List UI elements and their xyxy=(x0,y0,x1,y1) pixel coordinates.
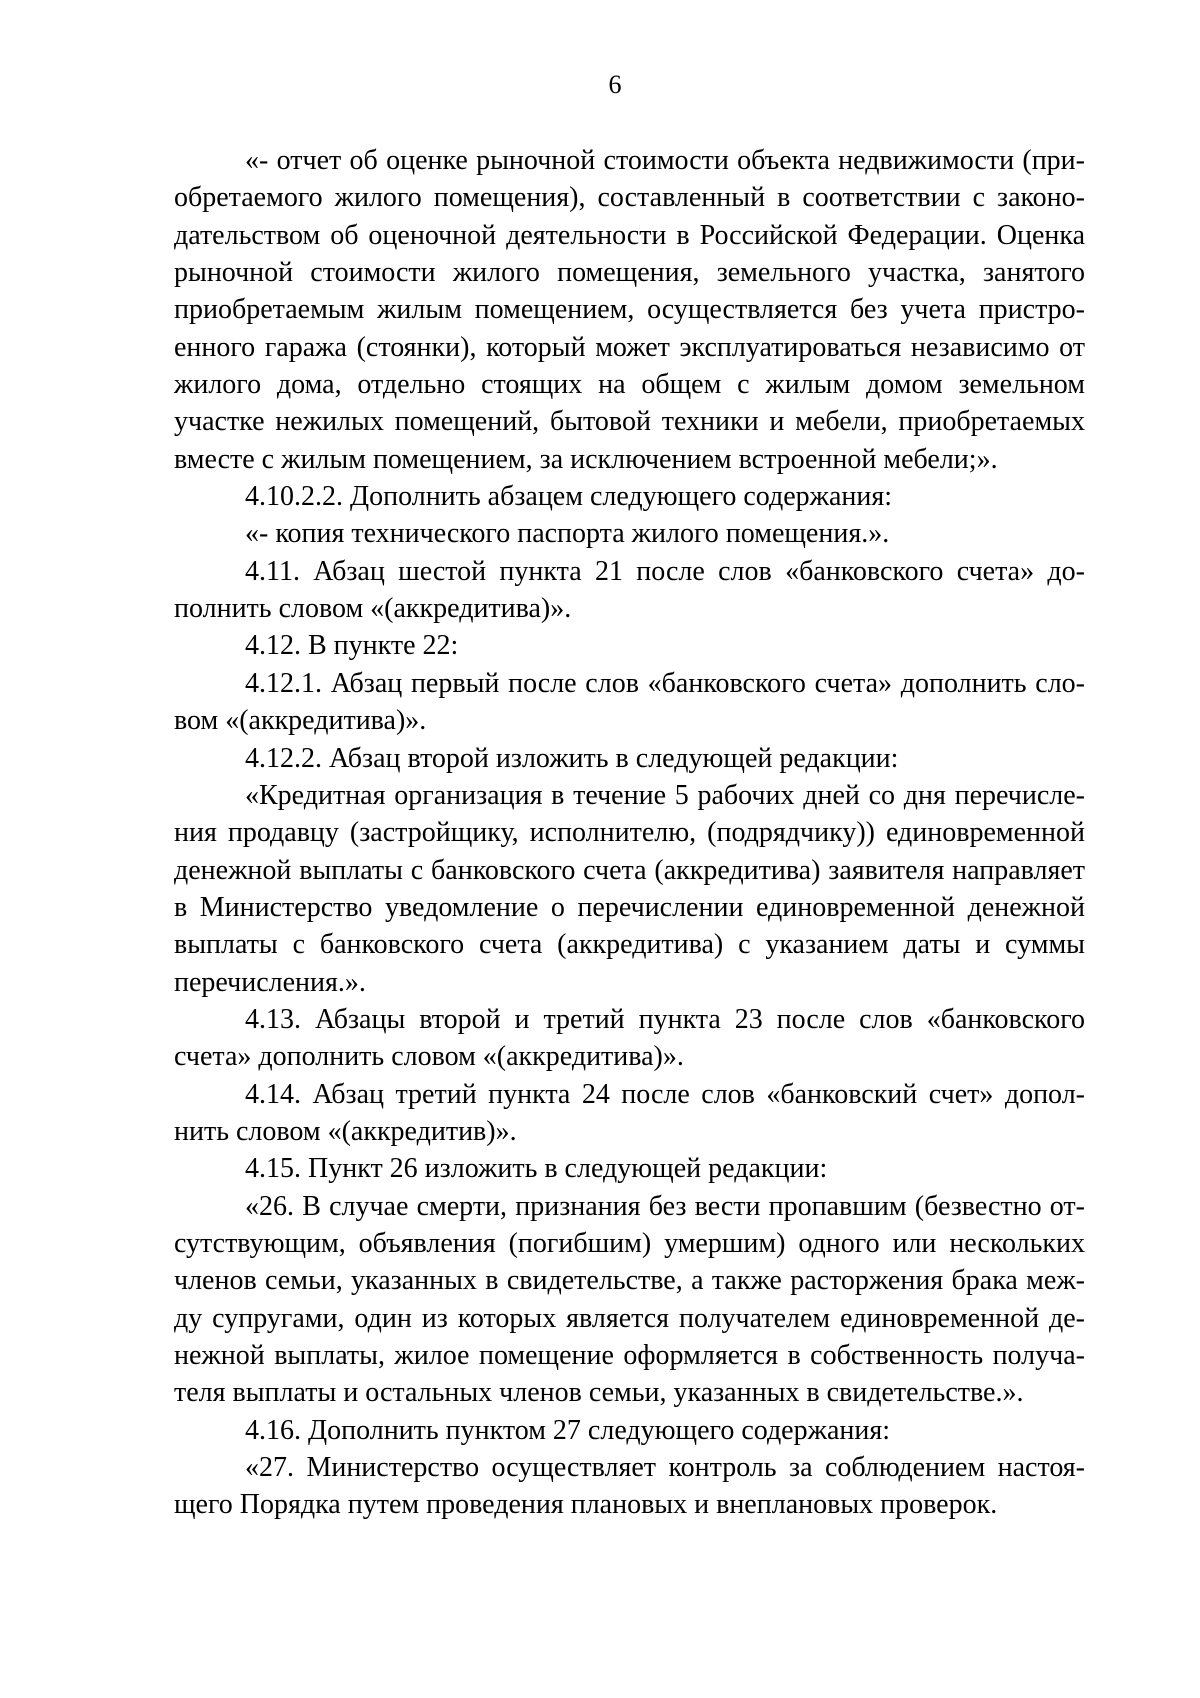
paragraph-9: 4.13. Абзацы второй и третий пункта 23 после слов «банковского счета» дополнить словом «(аккредитива)». xyxy=(174,1003,1085,1073)
paragraph-10: 4.14. Абзац третий пункта 24 после слов «банковский счет» дополнить словом «(аккредитив)». xyxy=(174,1078,1085,1147)
page-number: 6 xyxy=(608,70,622,99)
paragraph-12: «26. В случае смерти, признания без вести пропавшим (безвестно отсутствующим, объявления (погибшим) умершим) одного или нескольких членов семьи, указанных в свидетельстве, а также расторжения брака между супругами, один из которых является получателем единовременной денежной выплаты, жилое помещение оформляется в собственность получателя выплаты и остальных членов семьи, указанных в свидетельстве.». xyxy=(174,1190,1085,1409)
paragraph-7: 4.12.2. Абзац второй изложить в следующей редакции: xyxy=(245,742,899,774)
paragraph-11: 4.15. Пункт 26 изложить в следующей редакции: xyxy=(245,1153,828,1185)
paragraph-4: 4.11. Абзац шестой пункта 21 после слов «банковского счета» дополнить словом «(аккредитива)». xyxy=(174,555,1085,625)
paragraph-14: «27. Министерство осуществляет контроль за соблюдением настоящего Порядка путем проведения плановых и внеплановых проверок. xyxy=(174,1452,1085,1521)
paragraph-8: «Кредитная организация в течение 5 рабочих дней со дня перечисления продавцу (застройщику, исполнителю, (подрядчику)) единовременной денежной выплаты с банковского счета (аккредитива) заявителя направляет в Министерство уведомление о перечислении единовременной денежной выплаты с банковского счета (аккредитива) с указанием даты и суммы перечисления.». xyxy=(174,779,1085,998)
paragraph-13: 4.16. Дополнить пунктом 27 следующего содержания: xyxy=(245,1414,891,1446)
document-body xyxy=(174,142,1085,1524)
paragraph-2: 4.10.2.2. Дополнить абзацем следующего содержания: xyxy=(245,481,893,513)
paragraph-5: 4.12. В пункте 22: xyxy=(245,630,459,662)
paragraph-3: «- копия технического паспорта жилого помещения.». xyxy=(245,518,890,550)
paragraph-6: 4.12.1. Абзац первый после слов «банковского счета» дополнить словом «(аккредитива)». xyxy=(174,667,1085,737)
paragraph-1: «- отчет об оценке рыночной стоимости объекта недвижимости (приобретаемого жилого помещения), составленный в соответствии с законодательством об оценочной деятельности в Российской Федерации. Оценка рыночной стоимости жилого помещения, земельного участка, занятого приобретаемым жилым помещением, осуществляется без учета пристроенного гаража (стоянки), который может эксплуатироваться независимо от жилого дома, отдельно стоящих на общем с жилым домом земельном участке нежилых помещений, бытовой техники и мебели, приобретаемых вместе с жилым помещением, за исключением встроенной мебели;». xyxy=(174,145,1085,475)
